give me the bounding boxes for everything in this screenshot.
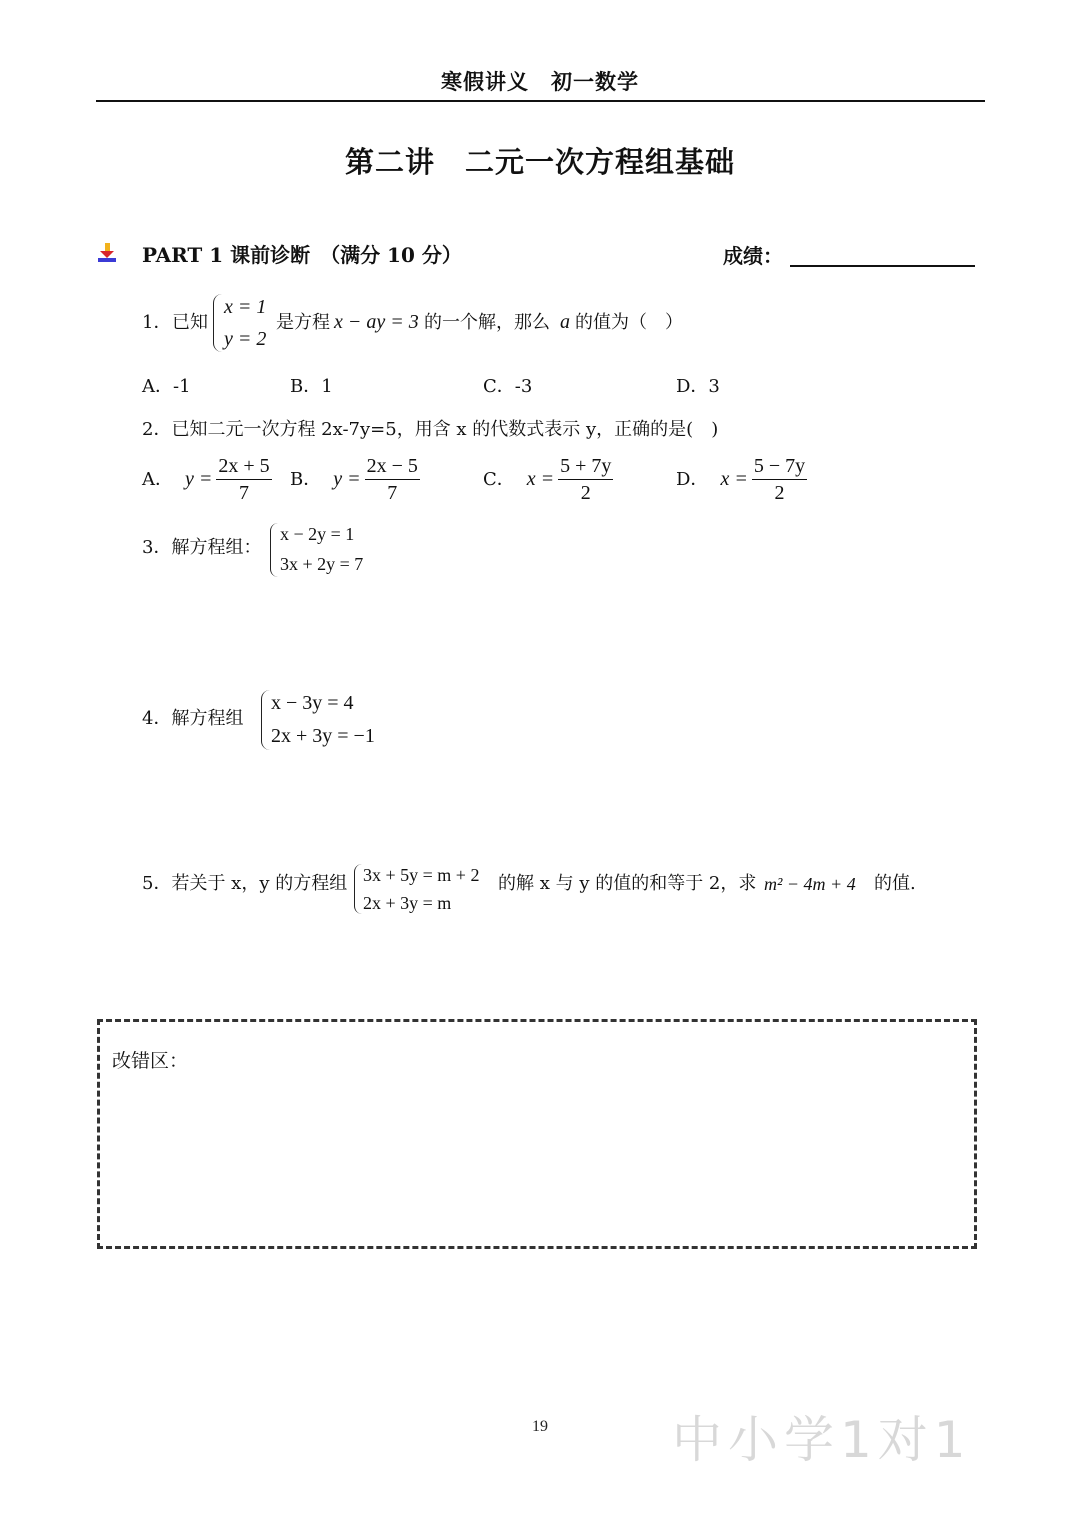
question-1-system-line-2: y = 2 [224,328,267,350]
lecture-title: 第二讲 二元一次方程组基础 [344,145,735,179]
fraction-denominator: 2 [774,482,785,504]
option-lhs: y = [333,468,361,490]
question-1-post: 的一个解，那么 [424,312,550,333]
part-label: PART 1 课前诊断 （满分 10 分） [142,243,462,267]
correction-label: 改错区： [112,1050,189,1072]
option-lhs: x = [526,468,555,490]
question-1-option-d: D．3 [676,376,720,397]
option-fraction [752,453,807,506]
question-4-system-line-1: x − 3y = 4 [271,692,354,714]
option-lhs: y = [185,468,213,490]
question-3-system-line-1: x − 2y = 1 [280,524,355,544]
question-5-brace [354,864,362,914]
header-title: 寒假讲义 初一数学 [441,70,639,94]
option-label: D． [676,468,709,490]
option-label: C． [483,468,515,490]
question-2-option-c [483,453,613,506]
question-1-variable: a [560,311,570,333]
question-1-pre: 已知 [172,312,208,333]
question-1-equation: x − ay = 3 [334,311,419,333]
question-3-text: 3．解方程组： [142,537,262,558]
option-label: B． [290,468,322,490]
question-1-brace [213,294,222,352]
option-lhs: x = [720,468,748,490]
watermark: 中小学1对1 [672,1411,972,1469]
fraction-denominator: 7 [239,482,250,504]
question-4-system-line-2: 2x + 3y = −1 [271,725,375,747]
correction-area [97,1019,977,1249]
question-4-brace [261,690,270,750]
fraction-denominator: 7 [387,482,398,504]
question-3-system-line-2: 3x + 2y = 7 [280,554,364,574]
question-2-option-b [290,453,420,506]
fraction-numerator: 2x + 5 [216,453,271,480]
fraction-denominator: 2 [580,482,591,504]
option-fraction [216,453,271,506]
question-1-option-b: B．1 [290,376,333,397]
score-label: 成绩： [723,244,783,268]
question-1-option-c: C．-3 [483,376,533,397]
option-fraction [365,453,420,506]
question-1-system-line-1: x = 1 [224,296,267,318]
question-3-brace [270,523,278,577]
part-bullet-icon [97,243,117,263]
fraction-numerator: 5 − 7y [752,453,807,480]
option-label: A． [142,468,173,490]
question-5-system-line-1: 3x + 5y = m + 2 [363,865,480,885]
question-5-expression: m² − 4m + 4 [764,874,856,894]
fraction-numerator: 2x − 5 [365,453,420,480]
question-5-tail: 的值. [874,873,916,894]
question-2-option-a [142,453,272,506]
header-divider [96,100,985,102]
page-number: 19 [532,1418,548,1435]
question-1-tail: 的值为（ ） [575,312,683,333]
question-1-mid: 是方程 [276,312,330,333]
question-1-number: 1． [142,312,172,333]
question-5-pre: 5．若关于 x，y 的方程组 [142,873,348,894]
fraction-numerator: 5 + 7y [558,453,613,480]
question-2-text: 2．已知二元一次方程 2x-7y=5，用含 x 的代数式表示 y，正确的是( ) [142,419,719,440]
question-2-option-d [676,453,807,506]
option-fraction [558,453,613,506]
question-4-text: 4．解方程组 [142,708,244,729]
question-5-system-line-2: 2x + 3y = m [363,893,452,913]
score-blank-line [790,265,975,267]
question-1-option-a: A．-1 [142,376,191,397]
question-5-post: 的解 x 与 y 的值的和等于 2，求 [498,873,757,894]
